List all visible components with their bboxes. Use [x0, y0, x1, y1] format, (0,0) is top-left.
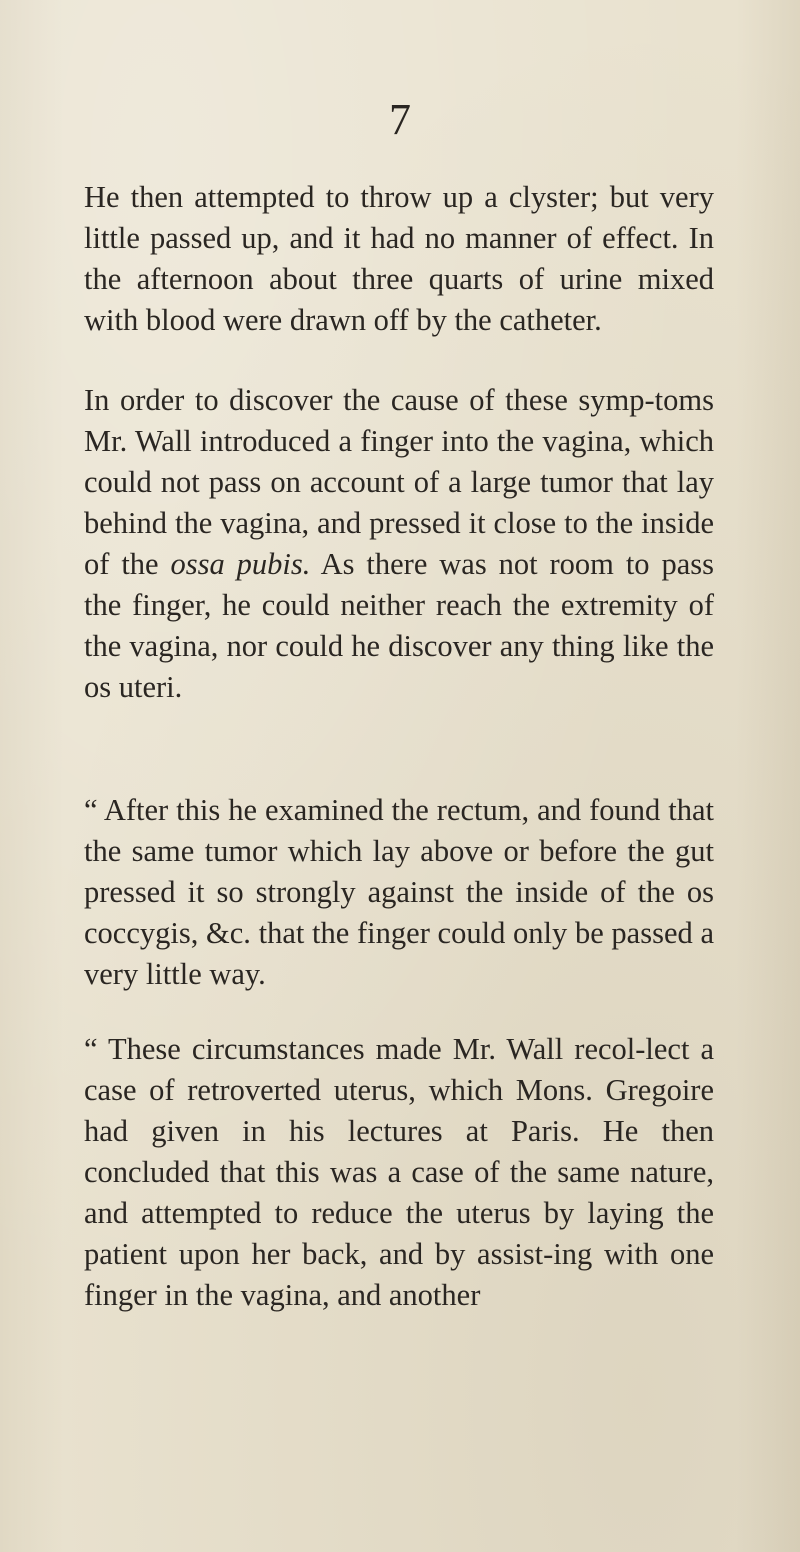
paragraph-3: “ After this he examined the rectum, and found that the same tumor which lay above or before the gut pressed it so strongly against the inside of the os coccygis, &c. that the finger could only be passed a very little way. — [84, 792, 714, 991]
paragraph-2-text-before: In order to discover the cause of these symp-toms Mr. Wall introduced a finger into the vagina, which could not pass on account of a large tumor that lay behind the vagina, and pressed it close to the inside of the — [84, 382, 714, 581]
paragraph-2 — [84, 380, 714, 708]
page-number: 7 — [389, 95, 411, 144]
paragraph-4: “ These circumstances made Mr. Wall recol-lect a case of retroverted uterus, which Mons. Gregoire had given in his lectures at Paris. He then concluded that this was a case of the same nature, and attempted to reduce the uterus by laying the patient upon her back, and by assist-ing with one finger in the vagina, and another — [84, 1031, 714, 1312]
paragraph-1: He then attempted to throw up a clyster; but very little passed up, and it had no manner of effect. In the afternoon about three quarts of urine mixed with blood were drawn off by the catheter. — [84, 179, 714, 337]
paragraph-2-italic-term: ossa pubis. — [170, 546, 311, 581]
paragraph-2-text-after: As there was not room to pass the finger, he could neither reach the extremity of the vagina, nor could he discover any thing like the os uteri. — [84, 546, 714, 704]
